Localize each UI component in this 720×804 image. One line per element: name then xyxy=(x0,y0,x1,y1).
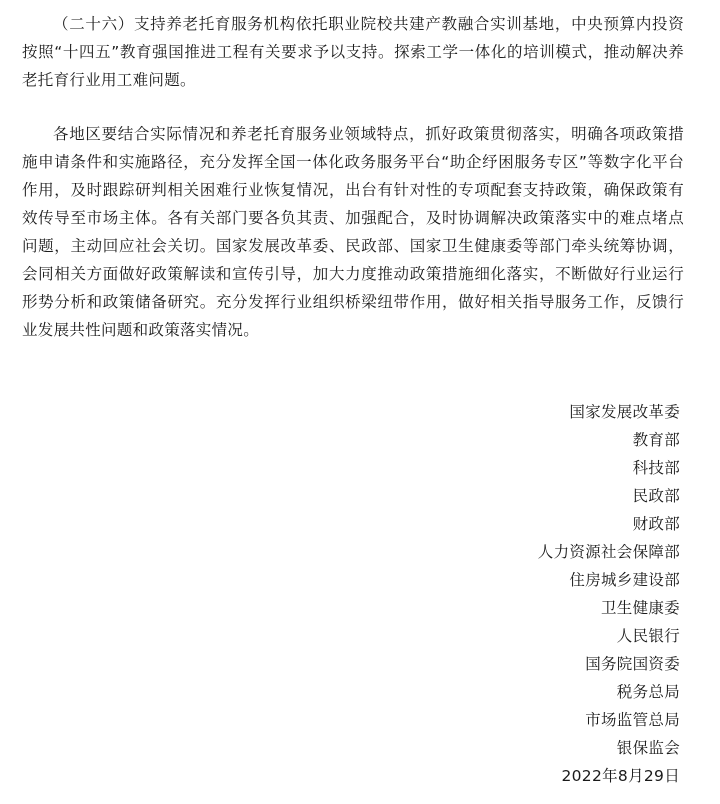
signatory-education: 教育部 xyxy=(632,431,680,449)
signatory-finance: 财政部 xyxy=(632,515,680,533)
signatory-science-tech: 科技部 xyxy=(632,459,680,477)
signatory-ndrc: 国家发展改革委 xyxy=(569,403,680,421)
signatory-health: 卫生健康委 xyxy=(600,599,680,617)
signatory-market-regulation: 市场监管总局 xyxy=(585,711,680,729)
paragraph-item-26: （二十六）支持养老托育服务机构依托职业院校共建产教融合实训基地，中央预算内投资按照“十四五”教育强国推进工程有关要求予以支持。探索工学一体化的培训模式，推动解决养老托育行业用工难问题。 xyxy=(22,15,684,89)
signatory-central-bank: 人民银行 xyxy=(616,627,680,645)
paragraph-implementation: 各地区要结合实际情况和养老托育服务业领域特点，抓好政策贯彻落实，明确各项政策措施申请条件和实施路径，充分发挥全国一体化政务服务平台“助企纾困服务专区”等数字化平台作用，及时跟踪研判相关困难行业恢复情况，出台有针对性的专项配套支持政策，确保政策有效传导至市场主体。各有关部门要各负其责、加强配合，及时协调解决政策落实中的难点堵点问题，主动回应社会关切。国家发展改革委、民政部、国家卫生健康委等部门牵头统筹协调，会同相关方面做好政策解读和宣传引导，加大力度推动政策措施细化落实，不断做好行业运行形势分析和政策储备研究。充分发挥行业组织桥梁纽带作用，做好相关指导服务工作，反馈行业发展共性问题和政策落实情况。 xyxy=(22,125,684,339)
document-body xyxy=(22,10,684,344)
signatory-sasac: 国务院国资委 xyxy=(585,655,680,673)
signatory-taxation: 税务总局 xyxy=(616,683,680,701)
signatory-housing: 住房城乡建设部 xyxy=(569,571,680,589)
signatory-cbirc: 银保监会 xyxy=(616,739,680,757)
signatory-civil-affairs: 民政部 xyxy=(632,487,680,505)
document-date: 2022年8月29日 xyxy=(561,767,680,785)
signatory-block xyxy=(538,398,680,790)
signatory-hr-social-security: 人力资源社会保障部 xyxy=(537,543,680,561)
